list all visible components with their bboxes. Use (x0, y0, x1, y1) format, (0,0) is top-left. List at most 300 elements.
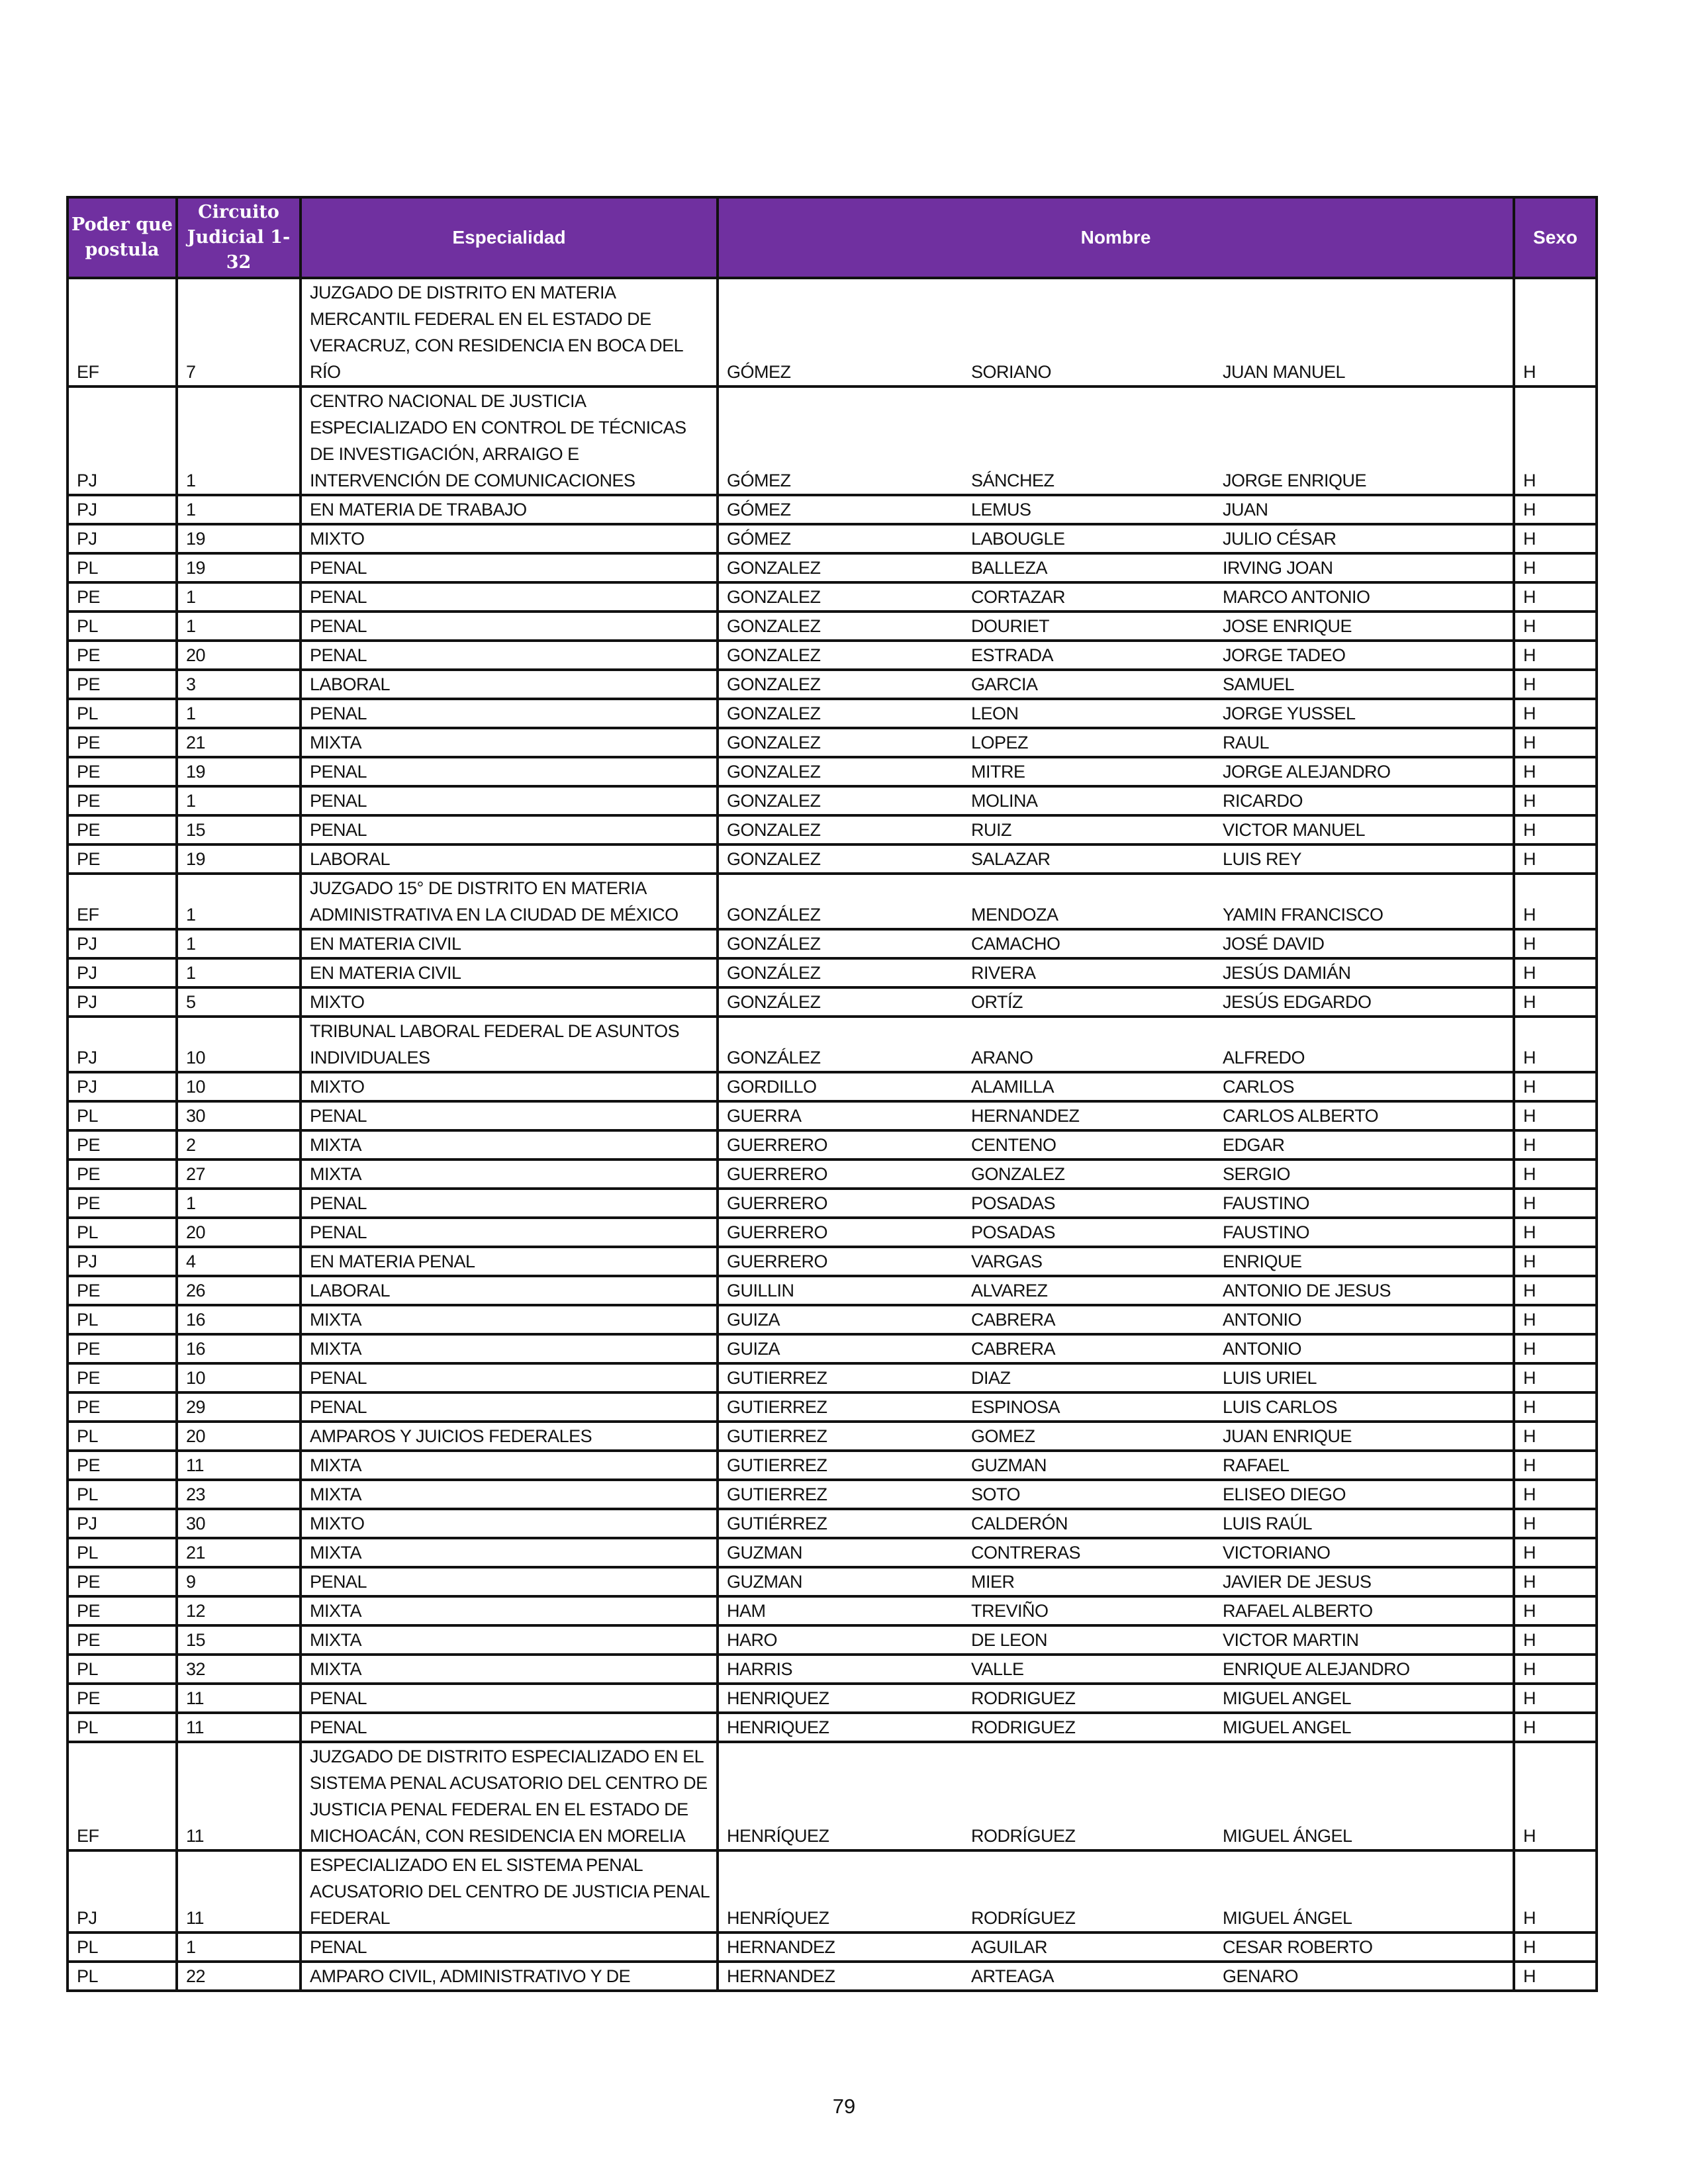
cell-apellido-materno (963, 1392, 1215, 1422)
cell-circuito (177, 1480, 301, 1509)
cell-sexo (1514, 874, 1597, 929)
cell-apellido-materno-text: MITRE (971, 762, 1025, 782)
cell-apellido-materno-text: ESTRADA (971, 645, 1054, 665)
cell-apellido-paterno-text: GUIZA (727, 1310, 780, 1330)
cell-circuito-text: 11 (186, 1826, 205, 1846)
cell-especialidad (301, 1742, 718, 1850)
cell-apellido-materno (963, 1072, 1215, 1101)
table-row (68, 1334, 1597, 1363)
cell-poder-text: PJ (77, 471, 97, 490)
cell-apellido-materno-text: SORIANO (971, 362, 1052, 382)
cell-especialidad (301, 1596, 718, 1625)
cell-apellido-paterno-text: GUIZA (727, 1339, 780, 1359)
cell-poder-text: PL (77, 1106, 99, 1126)
cell-poder (68, 1101, 177, 1130)
cell-poder-text: PL (77, 558, 99, 578)
cell-nombre (1215, 1509, 1514, 1538)
cell-especialidad (301, 987, 718, 1017)
cell-apellido-paterno-text: GUERRERO (727, 1222, 828, 1242)
cell-poder-text: PJ (77, 1048, 97, 1068)
table-row (68, 1567, 1597, 1596)
cell-apellido-paterno-text: GONZALEZ (727, 849, 821, 869)
cell-apellido-materno (963, 874, 1215, 929)
cell-especialidad (301, 1850, 718, 1933)
cell-apellido-paterno (718, 1509, 963, 1538)
cell-apellido-materno-text: SALAZAR (971, 849, 1051, 869)
cell-apellido-materno (963, 670, 1215, 699)
cell-apellido-paterno-text: GORDILLO (727, 1077, 817, 1097)
cell-apellido-paterno-text: GONZÁLEZ (727, 1048, 821, 1068)
cell-apellido-materno (963, 958, 1215, 987)
cell-nombre-text: CARLOS (1223, 1077, 1295, 1097)
cell-poder-text: PE (77, 791, 101, 811)
cell-circuito-text: 20 (186, 1222, 206, 1242)
cell-poder (68, 1130, 177, 1160)
cell-sexo-text: H (1523, 992, 1536, 1012)
cell-apellido-paterno (718, 1713, 963, 1742)
table-row (68, 1130, 1597, 1160)
table-row (68, 1276, 1597, 1305)
cell-sexo (1514, 1072, 1597, 1101)
cell-apellido-paterno (718, 1101, 963, 1130)
cell-especialidad (301, 495, 718, 524)
cell-circuito (177, 1218, 301, 1247)
cell-circuito (177, 1189, 301, 1218)
cell-apellido-paterno (718, 1538, 963, 1567)
cell-especialidad-text: MIXTA (310, 1484, 361, 1504)
cell-apellido-paterno-text: GONZALEZ (727, 587, 821, 607)
cell-poder-text: PL (77, 1222, 99, 1242)
cell-apellido-paterno (718, 1567, 963, 1596)
cell-poder-text: PE (77, 1572, 101, 1592)
cell-apellido-materno (963, 1363, 1215, 1392)
cell-poder-text: PE (77, 645, 101, 665)
cell-circuito (177, 1363, 301, 1392)
cell-nombre (1215, 699, 1514, 728)
table-row (68, 1596, 1597, 1625)
cell-sexo-text: H (1523, 1543, 1536, 1563)
cell-sexo-text: H (1523, 558, 1536, 578)
cell-poder-text: PE (77, 1397, 101, 1417)
cell-apellido-materno-text: ALAMILLA (971, 1077, 1055, 1097)
cell-especialidad (301, 1684, 718, 1713)
cell-especialidad-text: AMPAROS Y JUICIOS FEDERALES (310, 1426, 592, 1446)
cell-sexo (1514, 1422, 1597, 1451)
cell-circuito-text: 21 (186, 733, 206, 752)
cell-circuito (177, 1538, 301, 1567)
cell-poder (68, 1451, 177, 1480)
cell-especialidad-text: ESPECIALIZADO EN EL SISTEMA PENAL ACUSATORIO DEL CENTRO DE JUSTICIA PENAL FEDERAL (310, 1855, 710, 1928)
cell-especialidad (301, 1933, 718, 1962)
cell-especialidad (301, 1451, 718, 1480)
cell-sexo-text: H (1523, 1937, 1536, 1957)
cell-circuito (177, 582, 301, 612)
cell-especialidad-text: JUZGADO DE DISTRITO ESPECIALIZADO EN EL SISTEMA PENAL ACUSATORIO DEL CENTRO DE JUSTICIA PENAL FEDERAL EN EL ESTADO DE MICHOACÁN, CON RESIDENCIA EN MORELIA (310, 1747, 708, 1846)
cell-circuito-text: 1 (186, 905, 196, 925)
cell-circuito-text: 3 (186, 674, 196, 694)
cell-apellido-materno (963, 1538, 1215, 1567)
table-row (68, 387, 1597, 495)
cell-apellido-paterno-text: GONZÁLEZ (727, 992, 821, 1012)
cell-sexo-text: H (1523, 1339, 1536, 1359)
cell-apellido-paterno (718, 1480, 963, 1509)
table-row (68, 699, 1597, 728)
cell-apellido-paterno (718, 929, 963, 958)
cell-especialidad (301, 582, 718, 612)
cell-apellido-materno (963, 1962, 1215, 1991)
cell-apellido-materno (963, 1509, 1215, 1538)
cell-nombre-text: FAUSTINO (1223, 1193, 1310, 1213)
cell-especialidad (301, 1480, 718, 1509)
cell-poder-text: PE (77, 1193, 101, 1213)
cell-poder-text: PE (77, 762, 101, 782)
cell-nombre-text: RAUL (1223, 733, 1270, 752)
cell-poder (68, 1422, 177, 1451)
cell-sexo-text: H (1523, 1484, 1536, 1504)
cell-circuito (177, 1625, 301, 1655)
cell-poder-text: PL (77, 704, 99, 723)
cell-sexo-text: H (1523, 1659, 1536, 1679)
cell-poder (68, 1567, 177, 1596)
cell-sexo-text: H (1523, 1630, 1536, 1650)
table-row (68, 1684, 1597, 1713)
cell-poder (68, 757, 177, 786)
cell-apellido-paterno-text: GUERRERO (727, 1251, 828, 1271)
cell-circuito (177, 1101, 301, 1130)
cell-apellido-paterno-text: GUERRERO (727, 1164, 828, 1184)
cell-sexo-text: H (1523, 733, 1536, 752)
cell-nombre-text: MIGUEL ÁNGEL (1223, 1826, 1352, 1846)
cell-poder (68, 1072, 177, 1101)
cell-nombre (1215, 612, 1514, 641)
cell-apellido-paterno-text: GUZMAN (727, 1572, 802, 1592)
cell-poder-text: PL (77, 1937, 99, 1957)
cell-circuito-text: 16 (186, 1310, 206, 1330)
cell-sexo-text: H (1523, 1397, 1536, 1417)
cell-apellido-materno (963, 1933, 1215, 1962)
cell-poder-text: PL (77, 1426, 99, 1446)
table-row (68, 844, 1597, 874)
cell-nombre (1215, 1422, 1514, 1451)
cell-nombre-text: JUAN ENRIQUE (1223, 1426, 1352, 1446)
cell-poder (68, 387, 177, 495)
cell-poder-text: PE (77, 1630, 101, 1650)
cell-apellido-paterno-text: GÓMEZ (727, 500, 791, 520)
cell-poder-text: PE (77, 587, 101, 607)
cell-circuito (177, 1933, 301, 1962)
cell-circuito (177, 1422, 301, 1451)
cell-poder (68, 1189, 177, 1218)
table-row (68, 728, 1597, 757)
cell-especialidad (301, 1625, 718, 1655)
cell-sexo (1514, 1480, 1597, 1509)
cell-nombre-text: MARCO ANTONIO (1223, 587, 1370, 607)
cell-especialidad-text: MIXTO (310, 992, 365, 1012)
cell-circuito (177, 987, 301, 1017)
cell-nombre-text: ELISEO DIEGO (1223, 1484, 1346, 1504)
cell-poder-text: PJ (77, 529, 97, 549)
cell-sexo (1514, 1625, 1597, 1655)
cell-especialidad (301, 1218, 718, 1247)
cell-sexo-text: H (1523, 1193, 1536, 1213)
cell-sexo-text: H (1523, 963, 1536, 983)
cell-apellido-materno-text: RODRIGUEZ (971, 1717, 1076, 1737)
cell-poder-text: PE (77, 849, 101, 869)
cell-especialidad (301, 553, 718, 582)
table-row (68, 1189, 1597, 1218)
cell-sexo-text: H (1523, 1688, 1536, 1708)
cell-apellido-paterno-text: GONZALEZ (727, 616, 821, 636)
cell-sexo-text: H (1523, 616, 1536, 636)
cell-poder-text: PJ (77, 500, 97, 520)
cell-especialidad (301, 1363, 718, 1392)
cell-especialidad (301, 1713, 718, 1742)
cell-apellido-materno (963, 1596, 1215, 1625)
cell-apellido-paterno-text: GUTIERREZ (727, 1426, 827, 1446)
cell-poder (68, 699, 177, 728)
table-row (68, 958, 1597, 987)
cell-sexo-text: H (1523, 529, 1536, 549)
cell-sexo-text: H (1523, 934, 1536, 954)
cell-poder (68, 612, 177, 641)
cell-especialidad (301, 1189, 718, 1218)
cell-nombre (1215, 1101, 1514, 1130)
table-row (68, 1742, 1597, 1850)
cell-poder-text: PJ (77, 1077, 97, 1097)
table-row (68, 1072, 1597, 1101)
cell-poder (68, 929, 177, 958)
cell-circuito (177, 1276, 301, 1305)
cell-nombre (1215, 1451, 1514, 1480)
cell-sexo-text: H (1523, 791, 1536, 811)
cell-apellido-paterno (718, 1422, 963, 1451)
cell-poder (68, 1363, 177, 1392)
cell-sexo-text: H (1523, 674, 1536, 694)
cell-circuito (177, 670, 301, 699)
cell-apellido-materno-text: AGUILAR (971, 1937, 1048, 1957)
cell-sexo (1514, 1305, 1597, 1334)
cell-especialidad-text: PENAL (310, 558, 367, 578)
cell-nombre (1215, 844, 1514, 874)
cell-nombre-text: EDGAR (1223, 1135, 1285, 1155)
cell-nombre-text: JORGE ENRIQUE (1223, 471, 1367, 490)
cell-circuito (177, 1655, 301, 1684)
cell-apellido-paterno-text: GUTIERREZ (727, 1397, 827, 1417)
cell-poder-text: PE (77, 1135, 101, 1155)
cell-apellido-materno-text: RODRÍGUEZ (971, 1826, 1076, 1846)
cell-circuito-text: 19 (186, 762, 206, 782)
cell-especialidad-text: MIXTA (310, 1135, 361, 1155)
table-row (68, 553, 1597, 582)
cell-nombre-text: GENARO (1223, 1966, 1299, 1986)
cell-apellido-materno-text: MOLINA (971, 791, 1038, 811)
cell-circuito (177, 786, 301, 815)
cell-sexo (1514, 1247, 1597, 1276)
cell-poder-text: PL (77, 1966, 99, 1986)
cell-poder (68, 1334, 177, 1363)
cell-especialidad (301, 958, 718, 987)
cell-nombre-text: JULIO CÉSAR (1223, 529, 1336, 549)
cell-poder (68, 670, 177, 699)
cell-apellido-materno (963, 1567, 1215, 1596)
cell-circuito (177, 1509, 301, 1538)
cell-especialidad-text: EN MATERIA CIVIL (310, 963, 461, 983)
cell-apellido-materno (963, 582, 1215, 612)
cell-poder (68, 553, 177, 582)
cell-circuito (177, 1962, 301, 1991)
table-row (68, 757, 1597, 786)
cell-apellido-materno-text: CALDERÓN (971, 1514, 1068, 1533)
cell-circuito-text: 19 (186, 558, 206, 578)
table-row (68, 495, 1597, 524)
cell-poder-text: PE (77, 1368, 101, 1388)
cell-especialidad (301, 524, 718, 553)
cell-nombre (1215, 1962, 1514, 1991)
cell-sexo (1514, 1451, 1597, 1480)
cell-nombre (1215, 1130, 1514, 1160)
cell-apellido-materno-text: CABRERA (971, 1310, 1056, 1330)
cell-apellido-paterno (718, 757, 963, 786)
cell-especialidad-text: PENAL (310, 1937, 367, 1957)
cell-circuito-text: 1 (186, 587, 196, 607)
cell-apellido-materno (963, 1850, 1215, 1933)
cell-sexo (1514, 278, 1597, 387)
cell-nombre-text: JESÚS EDGARDO (1223, 992, 1372, 1012)
cell-sexo-text: H (1523, 645, 1536, 665)
cell-especialidad-text: JUZGADO DE DISTRITO EN MATERIA MERCANTIL FEDERAL EN EL ESTADO DE VERACRUZ, CON RESIDENCIA EN BOCA DEL RÍO (310, 283, 683, 382)
cell-apellido-materno (963, 1422, 1215, 1451)
cell-nombre-text: FAUSTINO (1223, 1222, 1310, 1242)
cell-nombre-text: ANTONIO DE JESUS (1223, 1281, 1391, 1300)
cell-apellido-paterno (718, 874, 963, 929)
cell-apellido-materno (963, 1480, 1215, 1509)
cell-apellido-materno (963, 1742, 1215, 1850)
cell-circuito-text: 27 (186, 1164, 206, 1184)
cell-poder-text: PJ (77, 934, 97, 954)
header-especialidad: Especialidad (301, 197, 718, 278)
cell-sexo (1514, 1742, 1597, 1850)
cell-poder (68, 1713, 177, 1742)
cell-poder (68, 1509, 177, 1538)
cell-apellido-materno-text: MENDOZA (971, 905, 1058, 925)
table-row (68, 641, 1597, 670)
cell-sexo-text: H (1523, 1077, 1536, 1097)
cell-nombre (1215, 524, 1514, 553)
cell-circuito (177, 1160, 301, 1189)
cell-poder (68, 1017, 177, 1072)
cell-poder (68, 1625, 177, 1655)
cell-sexo-text: H (1523, 1135, 1536, 1155)
cell-apellido-materno (963, 786, 1215, 815)
cell-sexo (1514, 1538, 1597, 1567)
cell-nombre (1215, 1305, 1514, 1334)
table-row (68, 1160, 1597, 1189)
candidates-table (66, 196, 1598, 1992)
cell-especialidad (301, 1392, 718, 1422)
cell-apellido-paterno (718, 1363, 963, 1392)
table-row (68, 1538, 1597, 1567)
cell-apellido-materno-text: MIER (971, 1572, 1015, 1592)
cell-especialidad-text: MIXTA (310, 1659, 361, 1679)
cell-nombre-text: RICARDO (1223, 791, 1303, 811)
cell-especialidad-text: PENAL (310, 1222, 367, 1242)
cell-poder-text: PE (77, 1601, 101, 1621)
header-nombre: Nombre (718, 197, 1514, 278)
cell-nombre-text: JORGE YUSSEL (1223, 704, 1356, 723)
cell-nombre (1215, 757, 1514, 786)
cell-apellido-paterno (718, 728, 963, 757)
cell-apellido-paterno-text: GÓMEZ (727, 362, 791, 382)
cell-especialidad (301, 1276, 718, 1305)
cell-especialidad (301, 844, 718, 874)
cell-apellido-materno (963, 757, 1215, 786)
cell-sexo (1514, 757, 1597, 786)
cell-poder-text: PL (77, 1659, 99, 1679)
cell-apellido-paterno (718, 670, 963, 699)
cell-apellido-materno-text: ALVAREZ (971, 1281, 1048, 1300)
cell-especialidad-text: MIXTO (310, 529, 365, 549)
cell-nombre (1215, 1933, 1514, 1962)
cell-sexo (1514, 1509, 1597, 1538)
cell-nombre (1215, 1625, 1514, 1655)
cell-apellido-paterno-text: GONZÁLEZ (727, 934, 821, 954)
cell-apellido-paterno (718, 495, 963, 524)
cell-sexo-text: H (1523, 1966, 1536, 1986)
cell-apellido-paterno-text: GONZALEZ (727, 820, 821, 840)
table-row (68, 1655, 1597, 1684)
cell-apellido-materno-text: GOMEZ (971, 1426, 1035, 1446)
cell-apellido-materno-text: DIAZ (971, 1368, 1011, 1388)
cell-especialidad-text: MIXTO (310, 1514, 365, 1533)
cell-sexo-text: H (1523, 1251, 1536, 1271)
cell-especialidad (301, 1655, 718, 1684)
cell-apellido-materno-text: SOTO (971, 1484, 1021, 1504)
cell-apellido-paterno (718, 641, 963, 670)
cell-sexo-text: H (1523, 1281, 1536, 1300)
cell-sexo (1514, 1596, 1597, 1625)
cell-especialidad (301, 1101, 718, 1130)
cell-apellido-materno (963, 1247, 1215, 1276)
cell-especialidad-text: MIXTA (310, 1310, 361, 1330)
cell-apellido-paterno (718, 1742, 963, 1850)
cell-especialidad-text: EN MATERIA PENAL (310, 1251, 475, 1271)
cell-especialidad-text: PENAL (310, 791, 367, 811)
cell-apellido-materno-text: ARANO (971, 1048, 1033, 1068)
cell-nombre-text: VICTORIANO (1223, 1543, 1331, 1563)
cell-especialidad (301, 1334, 718, 1363)
cell-apellido-materno-text: RODRÍGUEZ (971, 1908, 1076, 1928)
cell-apellido-materno (963, 1451, 1215, 1480)
cell-apellido-materno-text: CORTAZAR (971, 587, 1066, 607)
cell-sexo-text: H (1523, 905, 1536, 925)
cell-nombre (1215, 1713, 1514, 1742)
cell-poder (68, 1276, 177, 1305)
cell-circuito (177, 1305, 301, 1334)
cell-poder (68, 844, 177, 874)
cell-nombre (1215, 582, 1514, 612)
cell-circuito (177, 844, 301, 874)
cell-apellido-paterno (718, 1276, 963, 1305)
cell-poder-text: PJ (77, 1514, 97, 1533)
cell-nombre (1215, 387, 1514, 495)
cell-especialidad (301, 1072, 718, 1101)
cell-nombre (1215, 1160, 1514, 1189)
cell-apellido-paterno (718, 553, 963, 582)
cell-nombre (1215, 1596, 1514, 1625)
cell-especialidad (301, 815, 718, 844)
cell-especialidad (301, 786, 718, 815)
cell-apellido-paterno-text: GONZALEZ (727, 762, 821, 782)
